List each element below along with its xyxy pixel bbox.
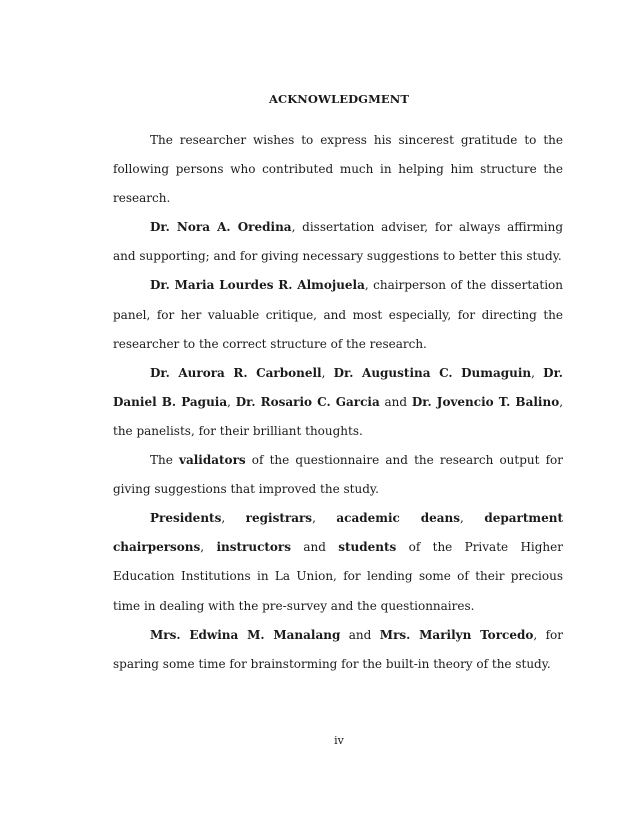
panelists-text: , the panelists, for their brilliant thoughts. xyxy=(113,394,564,438)
brainstorm-name-1: Mrs. Edwina M. Manalang xyxy=(150,627,341,642)
chairperson-name: Dr. Maria Lourdes R. Almojuela xyxy=(150,278,365,293)
institutions-sep-4: , xyxy=(200,540,217,555)
institutions-sep-2: , xyxy=(312,511,337,526)
paragraph-validators xyxy=(113,446,563,504)
brainstorm-text: , for sparing some time for brainstorming for the built-in theory of the study. xyxy=(113,627,564,671)
institutions-text: of the Private Higher Education Institutions in La Union, for lending some of their precious time in dealing with the pre-survey and the questionnaires. xyxy=(113,540,563,613)
panelist-sep-4: and xyxy=(379,394,412,409)
validators-pre: The xyxy=(150,453,179,468)
panelist-name-5: Dr. Jovencio T. Balino xyxy=(411,394,560,409)
academic-deans-label: academic deans xyxy=(336,511,460,526)
instructors-label: instructors xyxy=(216,540,291,555)
adviser-text: , dissertation adviser, for always affirming and supporting; and for giving necessary suggestions to better this study. xyxy=(113,220,563,264)
panelist-sep-2: , xyxy=(531,365,544,380)
presidents-label: Presidents xyxy=(150,511,222,526)
paragraph-panelists xyxy=(113,359,563,446)
panelist-sep-1: , xyxy=(321,365,334,380)
paragraph-chairperson xyxy=(113,271,563,358)
validators-label: validators xyxy=(178,453,246,468)
panelist-sep-3: , xyxy=(227,394,236,409)
paragraph-intro-text: The researcher wishes to express his sincerest gratitude to the following persons who contributed much in helping him structure the research. xyxy=(113,133,563,206)
institutions-sep-1: , xyxy=(221,511,246,526)
institutions-sep-3: , xyxy=(460,511,485,526)
chairperson-text: , chairperson of the dissertation panel, for her valuable critique, and most especially, for directing the researcher to the correct structure of the research. xyxy=(113,278,563,351)
panelist-name-1: Dr. Aurora R. Carbonell xyxy=(150,365,322,380)
panelist-name-4: Dr. Rosario C. Garcia xyxy=(235,394,380,409)
students-label: students xyxy=(338,540,397,555)
registrars-label: registrars xyxy=(245,511,313,526)
validators-text: of the questionnaire and the research output for giving suggestions that improved the study. xyxy=(113,453,563,497)
page-number: iv xyxy=(334,734,344,747)
acknowledgment-body xyxy=(113,126,563,679)
paragraph-brainstorming xyxy=(113,621,563,679)
institutions-sep-5: and xyxy=(291,540,339,555)
panelist-name-3: Dr. Daniel B. Paguia xyxy=(113,365,563,409)
page-title: ACKNOWLEDGMENT xyxy=(268,92,410,106)
adviser-name: Dr. Nora A. Oredina xyxy=(150,220,292,235)
paragraph-institutions xyxy=(113,504,563,620)
panelist-name-2: Dr. Augustina C. Dumaguin xyxy=(333,365,532,380)
paragraph-adviser xyxy=(113,213,563,271)
paragraph-intro xyxy=(113,126,563,213)
department-chairpersons-label: department chairpersons xyxy=(113,511,563,555)
brainstorm-name-2: Mrs. Marilyn Torcedo xyxy=(379,627,534,642)
brainstorm-sep-1: and xyxy=(340,627,380,642)
